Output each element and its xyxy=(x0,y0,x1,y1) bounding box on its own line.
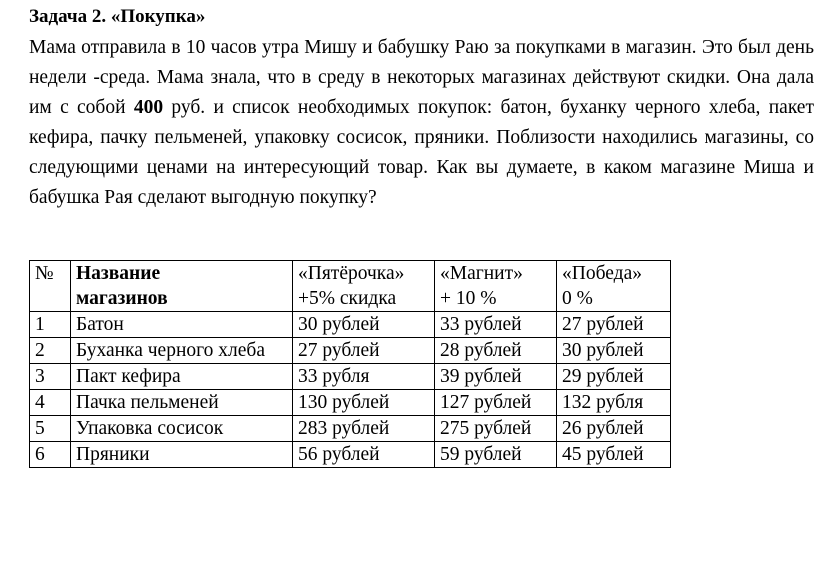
price-pyaterochka: 130 рублей xyxy=(293,390,435,416)
row-number: 3 xyxy=(30,364,71,390)
price-pobeda: 30 рублей xyxy=(557,338,671,364)
store1-name: «Пятёрочка» xyxy=(298,263,405,284)
task-paragraph xyxy=(29,33,814,213)
header-store-names xyxy=(71,261,293,312)
price-magnit: 39 рублей xyxy=(435,364,557,390)
price-pyaterochka: 27 рублей xyxy=(293,338,435,364)
table-header-row xyxy=(30,261,671,312)
header-store-pyaterochka xyxy=(293,261,435,312)
product-name: Пряники xyxy=(71,442,293,468)
price-pyaterochka: 30 рублей xyxy=(293,312,435,338)
table-row xyxy=(30,338,671,364)
price-pobeda: 132 рубля xyxy=(557,390,671,416)
product-name: Буханка черного хлеба xyxy=(71,338,293,364)
store2-discount: + 10 % xyxy=(440,288,497,309)
table-row xyxy=(30,312,671,338)
table-row xyxy=(30,364,671,390)
table-row xyxy=(30,390,671,416)
paragraph-text-start: Мама отправила в 10 часов утра Мишу и бабушку Раю за покупками в магазин. Это был день недели -среда. Мама знала, что в среду в некоторых магазинах действуют скидки. Она дала им с собой xyxy=(29,37,814,118)
price-pobeda: 27 рублей xyxy=(557,312,671,338)
product-name: Упаковка сосисок xyxy=(71,416,293,442)
price-pyaterochka: 56 рублей xyxy=(293,442,435,468)
row-number: 1 xyxy=(30,312,71,338)
price-magnit: 59 рублей xyxy=(435,442,557,468)
row-number: 2 xyxy=(30,338,71,364)
store2-name: «Магнит» xyxy=(440,263,523,284)
price-magnit: 33 рублей xyxy=(435,312,557,338)
store3-name: «Победа» xyxy=(562,263,642,284)
document-page xyxy=(29,4,819,465)
row-number: 6 xyxy=(30,442,71,468)
price-pyaterochka: 283 рублей xyxy=(293,416,435,442)
row-number: 4 xyxy=(30,390,71,416)
price-table xyxy=(29,260,671,468)
header-name-line1: Название xyxy=(76,263,161,284)
price-magnit: 275 рублей xyxy=(435,416,557,442)
product-name: Пачка пельменей xyxy=(71,390,293,416)
money-amount: 400 xyxy=(133,97,164,118)
task-title: Задача 2. «Покупка» xyxy=(29,6,206,27)
paragraph-text-end: руб. и список необходимых покупок: батон, буханку черного хлеба, пакет кефира, пачку пельменей, упаковку сосисок, пряники. Поблизости находились магазины, со следующими ценами на интересующий товар. Как вы думаете, в каком магазине Миша и бабушка Рая сделают выгодную покупку? xyxy=(29,97,814,208)
header-store-magnit xyxy=(435,261,557,312)
price-pyaterochka: 33 рубля xyxy=(293,364,435,390)
store3-discount: 0 % xyxy=(562,288,593,309)
product-name: Пакт кефира xyxy=(71,364,293,390)
header-number: № xyxy=(30,261,71,312)
store1-discount: +5% скидка xyxy=(298,288,397,309)
price-pobeda: 26 рублей xyxy=(557,416,671,442)
product-name: Батон xyxy=(71,312,293,338)
header-name-line2: магазинов xyxy=(76,288,168,309)
price-pobeda: 45 рублей xyxy=(557,442,671,468)
row-number: 5 xyxy=(30,416,71,442)
price-magnit: 127 рублей xyxy=(435,390,557,416)
header-store-pobeda xyxy=(557,261,671,312)
table-row xyxy=(30,442,671,468)
price-magnit: 28 рублей xyxy=(435,338,557,364)
table-row xyxy=(30,416,671,442)
price-pobeda: 29 рублей xyxy=(557,364,671,390)
